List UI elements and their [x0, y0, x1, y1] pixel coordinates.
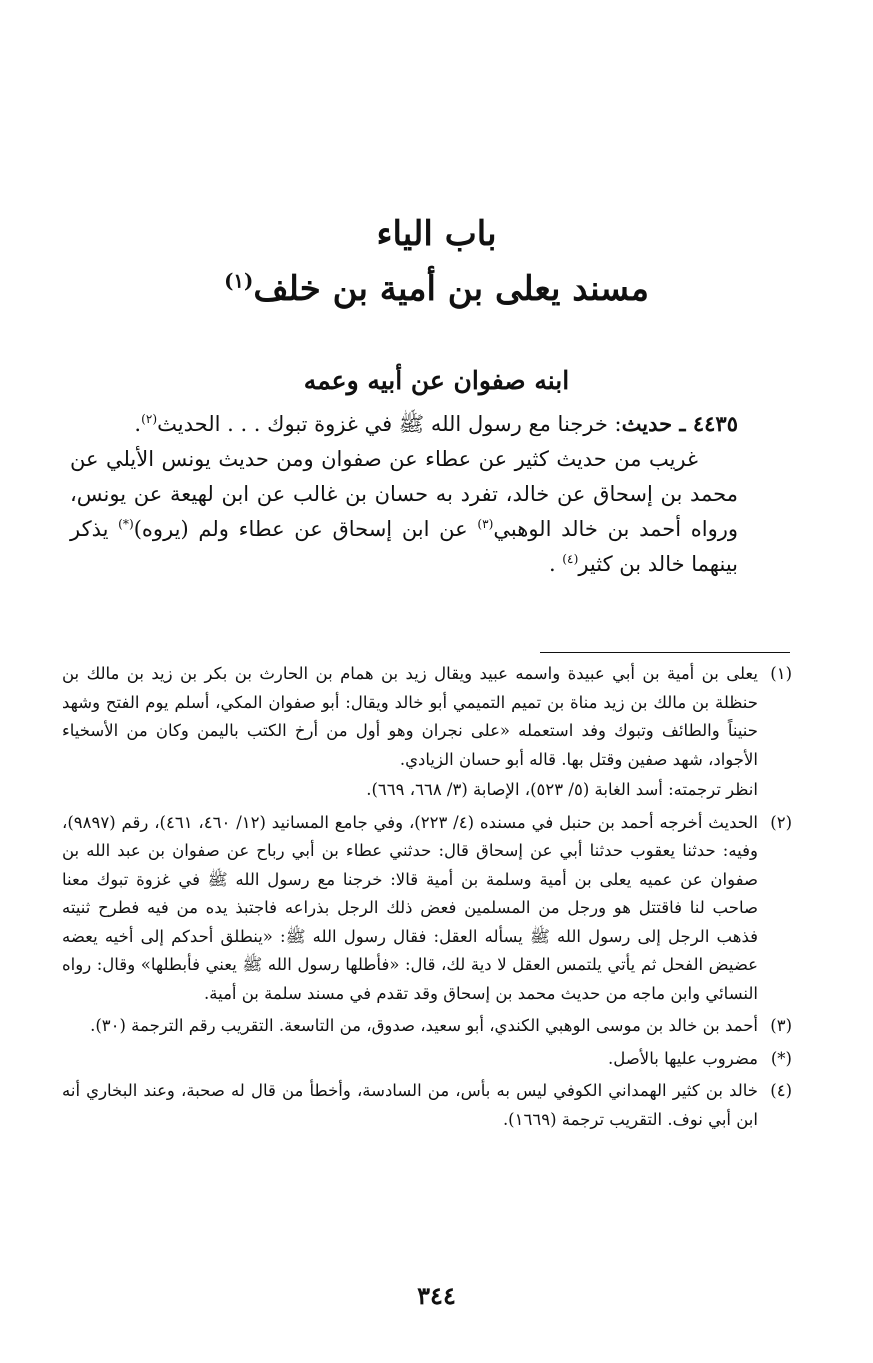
footnote-text: الحديث أخرجه أحمد بن حنبل في مسنده (٤/ ٢٢٣)، وفي جامع المسانيد (١٢/ ٤٦٠، ٤٦١)، رقم (٩٨٩٧)، وفيه: حدثنا يعقوب حدثنا أبي عن إسحاق قال: حدثني عطاء بن أبي رباح عن صفوان بن عبد الله بن صفوان عن عميه يعلى بن أمية وسلمة بن أمية قالا: خرجنا مع رسول الله ﷺ في غزوة تبوك معنا صاحب لنا فاقتتل هو ورجل من المسلمين فعض ذلك الرجل بذراعه فاجتبذ يده من فيه فطرح ثنيته فذهب الرجل إلى رسول الله ﷺ يسأله العقل: فقال رسول الله ﷺ: «ينطلق أحدكم إلى أخيه يعضه عضيض الفحل ثم يأتي يلتمس العقل لا دية لك، قال: «فأطلها رسول الله ﷺ يعني فأبطلها» وقال: رواه النسائي وابن ماجه من حديث محمد بن إسحاق وقد تقدم في مسند سلمة بن أمية. — [62, 812, 758, 1003]
footnote-body — [62, 1077, 758, 1134]
footnote-reference: انظر ترجمته: أسد الغابة (٥/ ٥٢٣)، الإصابة (٣/ ٦٦٨، ٦٦٩). — [366, 780, 758, 799]
footnote-marker-3: (٣) — [477, 517, 494, 531]
hadith-text: : خرجنا مع رسول الله ﷺ في غزوة تبوك . . . الحديث — [157, 412, 622, 436]
footnote-body — [62, 660, 758, 805]
commentary-text-2: عن ابن إسحاق عن عطاء ولم (يروه) — [133, 517, 478, 541]
commentary-text-1: غريب من حديث كثير عن عطاء عن صفوان ومن حديث يونس الأيلي عن محمد بن إسحاق عن خالد، تفرد به حسان بن غالب عن ابن لهيعة عن يونس، ورواه أحمد بن خالد الوهبي — [70, 447, 739, 541]
footnote — [62, 1077, 792, 1134]
footnote-number: (٢) — [770, 812, 792, 832]
page-number — [0, 1280, 873, 1312]
footnote-text: أحمد بن خالد بن موسى الوهبي الكندي، أبو سعيد، صدوق، من التاسعة. التقريب رقم الترجمة (٣٠). — [90, 1016, 758, 1035]
footnote-number: (٤) — [770, 1081, 792, 1100]
page-number-text: ٣٤٤ — [417, 1281, 456, 1310]
section-title-text: ابنه صفوان عن أبيه وعمه — [303, 366, 570, 395]
footnotes — [62, 660, 792, 1138]
hadith-number: ٤٤٣٥ — [692, 411, 738, 436]
footnote-number: (١) — [770, 664, 792, 683]
commentary-text-3: يذكر بينهما خالد بن كثير — [70, 517, 738, 576]
footnote-marker-star: (*) — [118, 517, 134, 531]
footnote-body — [62, 1012, 758, 1041]
footnote-marker-1: (١) — [224, 268, 254, 293]
hadith-end: . — [134, 412, 142, 436]
commentary-paragraph — [70, 442, 738, 582]
footnote-marker-4: (٤) — [562, 552, 579, 566]
footnote-body — [62, 1045, 758, 1074]
chapter-title-text: باب الياء — [376, 214, 497, 254]
footnote-separator — [540, 652, 790, 653]
musnad-title — [0, 266, 873, 312]
commentary-text-4: . — [548, 552, 563, 576]
main-text — [70, 406, 738, 582]
footnote — [62, 1012, 792, 1041]
footnote-text: يعلى بن أمية بن أبي عبيدة واسمه عبيد ويقال زيد بن همام بن الحارث بن بكر بن زيد بن مالك بن حنظلة بن مالك بن زيد مناة بن تميم التميمي أبو خالد ويقال: أبو صفوان المكي، أسلم يوم الفتح وشهد حنيناً والطائف وتبوك وفد استعمله «على نجران وهو أول من أرخ الكتب باليمن وكان من الأسخياء الأجواد، شهد صفين وقتل بها. قاله أبو حسان الزيادي. — [62, 664, 758, 769]
footnote-number: (*) — [770, 1048, 792, 1068]
section-title — [0, 362, 873, 400]
footnote-body — [62, 809, 758, 1009]
hadith-label: حديث — [621, 411, 673, 436]
hadith-entry — [70, 406, 738, 442]
chapter-title — [0, 212, 873, 256]
footnote-text: خالد بن كثير الهمداني الكوفي ليس به بأس، من السادسة، وأخطأ من قال له صحبة، وعند البخاري أنه ابن أبي نوف. التقريب ترجمة (١٦٦٩). — [62, 1081, 758, 1129]
hadith-dash: ـ — [672, 411, 693, 436]
musnad-title-text: مسند يعلى بن أمية بن خلف — [253, 269, 649, 309]
footnote-text: مضروب عليها بالأصل. — [608, 1048, 758, 1068]
footnote — [62, 1045, 792, 1074]
footnote — [62, 809, 792, 1009]
footnote-number: (٣) — [770, 1016, 792, 1035]
footnote-marker-2: (٢) — [141, 412, 158, 426]
footnote — [62, 660, 792, 805]
